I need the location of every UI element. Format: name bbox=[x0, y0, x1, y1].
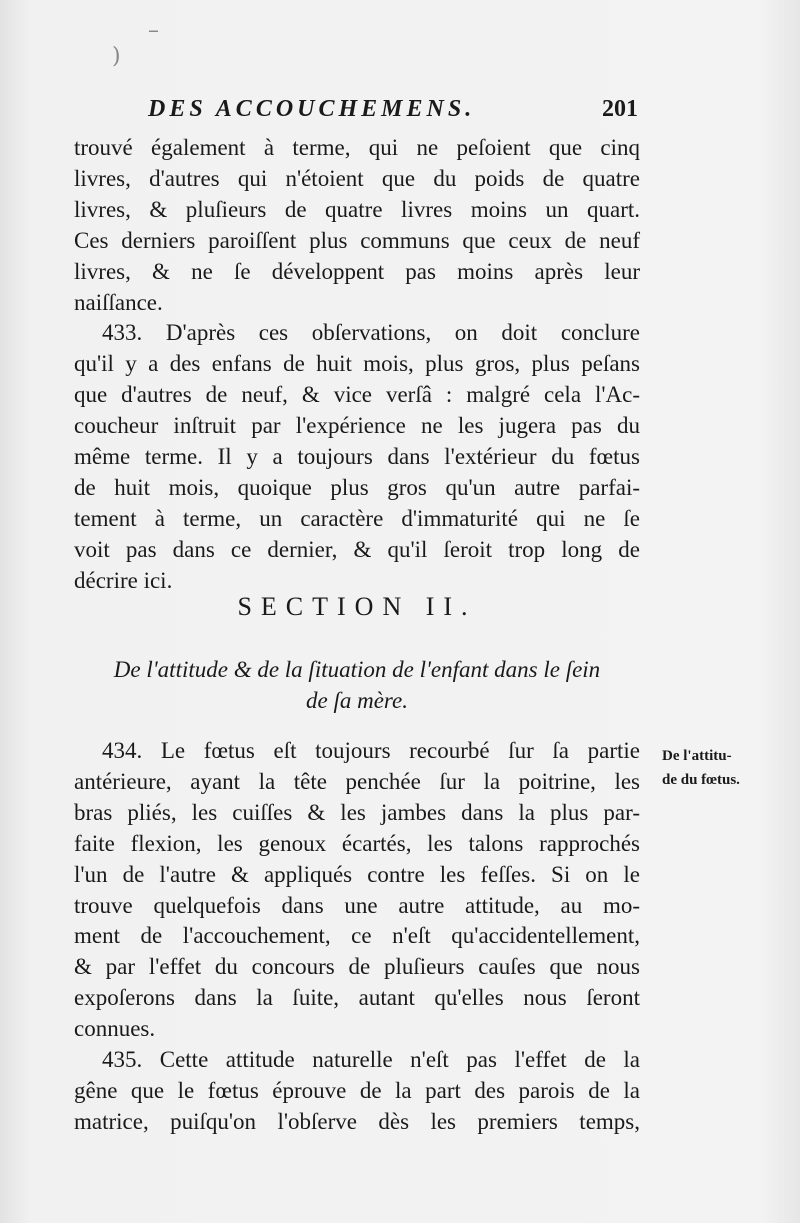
text-line: connues. bbox=[74, 1016, 156, 1042]
running-header bbox=[148, 96, 638, 130]
page-number: 201 bbox=[602, 96, 638, 122]
text-line: que d'autres de neuf, & vice verſâ : malgré cela l'Ac- bbox=[74, 382, 640, 408]
text-line: & par l'effet du concours de pluſieurs cauſes que nous bbox=[74, 954, 640, 980]
margin-note-line: De l'attitu- bbox=[662, 748, 732, 764]
section-subtitle bbox=[74, 654, 640, 716]
subtitle-line: de ſa mère. bbox=[306, 688, 408, 713]
scan-mark: – bbox=[148, 18, 159, 43]
text-line: naiſſance. bbox=[74, 289, 163, 315]
text-line: 435. Cette attitude naturelle n'eſt pas l'effet de la bbox=[102, 1047, 640, 1073]
text-line: l'un de l'autre & appliqués contre les feſſes. Si on le bbox=[74, 861, 640, 887]
text-line: voit pas dans ce dernier, & qu'il ſeroit trop long de bbox=[74, 536, 640, 562]
text-line: bras pliés, les cuiſſes & les jambes dans la plus par- bbox=[74, 799, 640, 825]
subtitle-line: De l'attitude & de la ſituation de l'enfant dans le ſein bbox=[113, 657, 601, 682]
section-title: SECTION II. bbox=[237, 592, 477, 621]
text-line: livres, & pluſieurs de quatre livres moins un quart. bbox=[74, 196, 640, 222]
text-line: trouve quelquefois dans une autre attitude, au mo- bbox=[74, 892, 640, 918]
running-title: DES ACCOUCHEMENS. bbox=[148, 96, 476, 122]
text-line: matrice, puiſqu'on l'obſerve dès les premiers temps, bbox=[74, 1108, 640, 1134]
text-line: trouvé également à terme, qui ne peſoient que cinq bbox=[74, 135, 640, 160]
text-line: livres, d'autres qui n'étoient que du poids de quatre bbox=[74, 165, 640, 191]
margin-note bbox=[662, 744, 800, 792]
text-line: décrire ici. bbox=[74, 567, 173, 593]
text-line: tement à terme, un caractère d'immaturité qui ne ſe bbox=[74, 505, 640, 531]
text-line: faite flexion, les genoux écartés, les talons rapprochés bbox=[74, 830, 640, 856]
text-line: ment de l'accouchement, ce n'eſt qu'accidentellement, bbox=[74, 923, 640, 949]
text-line: qu'il y a des enfans de huit mois, plus gros, plus peſans bbox=[74, 351, 640, 377]
text-line: gêne que le fœtus éprouve de la part des parois de la bbox=[74, 1077, 640, 1103]
text-line: 433. D'après ces obſervations, on doit conclure bbox=[102, 320, 640, 346]
text-line: antérieure, ayant la tête penchée ſur la poitrine, les bbox=[74, 768, 640, 794]
text-line: livres, & ne ſe développent pas moins après leur bbox=[74, 258, 640, 284]
text-line: 434. Le fœtus eſt toujours recourbé ſur ſa partie bbox=[102, 738, 640, 763]
text-line: expoſerons dans la ſuite, autant qu'elles nous ſeront bbox=[74, 985, 640, 1011]
text-line: coucheur inſtruit par l'expérience ne les jugera pas du bbox=[74, 413, 640, 439]
margin-note-line: de du fœtus. bbox=[662, 772, 740, 788]
text-block-bottom bbox=[74, 736, 640, 1138]
text-line: même terme. Il y a toujours dans l'extérieur du fœtus bbox=[74, 444, 640, 470]
text-block-top bbox=[74, 133, 640, 597]
scan-mark: ) bbox=[112, 44, 121, 69]
text-line: de huit mois, quoique plus gros qu'un autre parfai- bbox=[74, 474, 640, 500]
text-line: Ces derniers paroiſſent plus communs que ceux de neuf bbox=[74, 227, 640, 253]
